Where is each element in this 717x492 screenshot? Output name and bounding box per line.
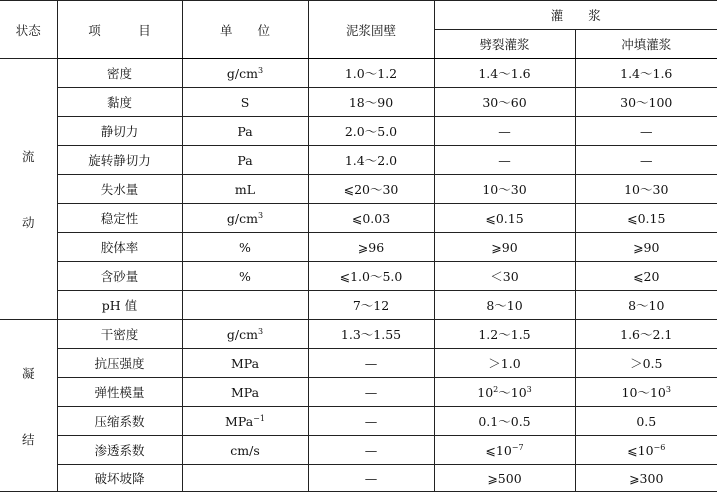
cell-split: 1.2～1.5: [434, 320, 575, 349]
cell-fill: $10\sim 10^3$: [575, 378, 717, 407]
cell-item: 静切力: [57, 117, 182, 146]
cell-split: ＜30: [434, 262, 575, 291]
cell-fill: ⩽20: [575, 262, 717, 291]
cell-split: —: [434, 117, 575, 146]
cell-fill: 1.6～2.1: [575, 320, 717, 349]
cell-mud-wall: 1.3～1.55: [308, 320, 434, 349]
cell-split: $10^2\sim 10^3$: [434, 378, 575, 407]
header-unit: 单 位: [182, 1, 308, 59]
table-row: [0, 349, 717, 378]
cell-unit: S: [182, 88, 308, 117]
cell-split: 10～30: [434, 175, 575, 204]
cell-fill: 8～10: [575, 291, 717, 320]
cell-item: 抗压强度: [57, 349, 182, 378]
table-row: [0, 262, 717, 291]
cell-unit: $g/cm^3$: [182, 59, 308, 88]
cell-mud-wall: ⩽20～30: [308, 175, 434, 204]
cell-fill: 30～100: [575, 88, 717, 117]
cell-mud-wall: —: [308, 436, 434, 465]
cell-mud-wall: —: [308, 349, 434, 378]
cell-split: ⩽0.15: [434, 204, 575, 233]
cell-split: 1.4～1.6: [434, 59, 575, 88]
cell-item: 胶体率: [57, 233, 182, 262]
cell-item: 压缩系数: [57, 407, 182, 436]
cell-item: 密度: [57, 59, 182, 88]
cell-fill: ⩾300: [575, 465, 717, 492]
cell-mud-wall: ⩾96: [308, 233, 434, 262]
table-row: [0, 436, 717, 465]
table-row: [0, 465, 717, 492]
cell-mud-wall: ⩽0.03: [308, 204, 434, 233]
header-state: 状态: [0, 1, 57, 59]
cell-fill: ＞0.5: [575, 349, 717, 378]
cell-unit: $g/cm^3$: [182, 204, 308, 233]
cell-unit: %: [182, 233, 308, 262]
table-row: [0, 117, 717, 146]
cell-mud-wall: 2.0～5.0: [308, 117, 434, 146]
cell-item: 稳定性: [57, 204, 182, 233]
cell-item: 渗透系数: [57, 436, 182, 465]
cell-mud-wall: —: [308, 407, 434, 436]
cell-fill: 10～30: [575, 175, 717, 204]
cell-fill: —: [575, 117, 717, 146]
table-row: [0, 407, 717, 436]
header-item: 项 目: [57, 1, 182, 59]
cell-split: ⩾90: [434, 233, 575, 262]
table-row: [0, 204, 717, 233]
cell-unit: mL: [182, 175, 308, 204]
cell-unit: Pa: [182, 117, 308, 146]
table-row: [0, 378, 717, 407]
cell-mud-wall: 18～90: [308, 88, 434, 117]
table-row: [0, 320, 717, 349]
cell-item: 黏度: [57, 88, 182, 117]
cell-split: ＞1.0: [434, 349, 575, 378]
table-row: [0, 175, 717, 204]
cell-split: 30～60: [434, 88, 575, 117]
table-row: [0, 291, 717, 320]
table-row: [0, 59, 717, 88]
cell-item: 破坏坡降: [57, 465, 182, 492]
cell-unit: %: [182, 262, 308, 291]
cell-split: 0.1～0.5: [434, 407, 575, 436]
state-cell-solid: 凝 结: [0, 320, 57, 492]
header-mud-wall: 泥浆固壁: [308, 1, 434, 59]
cell-mud-wall: —: [308, 378, 434, 407]
table-row: [0, 88, 717, 117]
cell-fill: 0.5: [575, 407, 717, 436]
cell-split: 8～10: [434, 291, 575, 320]
table-row: [0, 146, 717, 175]
cell-unit: MPa: [182, 378, 308, 407]
cell-mud-wall: 1.0～1.2: [308, 59, 434, 88]
header-grouting: 灌 浆: [434, 1, 717, 30]
state-cell-flow: 流 动: [0, 59, 57, 320]
cell-split: —: [434, 146, 575, 175]
cell-unit: MPa: [182, 349, 308, 378]
cell-fill: —: [575, 146, 717, 175]
cell-split: ⩾500: [434, 465, 575, 492]
cell-item: 干密度: [57, 320, 182, 349]
cell-unit: $g/cm^3$: [182, 320, 308, 349]
cell-item: pH 值: [57, 291, 182, 320]
cell-item: 失水量: [57, 175, 182, 204]
cell-item: 旋转静切力: [57, 146, 182, 175]
cell-mud-wall: ⩽1.0～5.0: [308, 262, 434, 291]
cell-unit: MPa$^{-1}$: [182, 407, 308, 436]
header-row-1: [0, 1, 717, 30]
cell-fill: $⩽10^{-6}$: [575, 436, 717, 465]
cell-unit: [182, 465, 308, 492]
cell-item: 弹性模量: [57, 378, 182, 407]
header-fill-grouting: 冲填灌浆: [575, 30, 717, 59]
cell-fill: 1.4～1.6: [575, 59, 717, 88]
cell-mud-wall: 7～12: [308, 291, 434, 320]
cell-split: $⩽10^{-7}$: [434, 436, 575, 465]
cell-fill: ⩾90: [575, 233, 717, 262]
cell-item: 含砂量: [57, 262, 182, 291]
cell-mud-wall: 1.4～2.0: [308, 146, 434, 175]
cell-unit: Pa: [182, 146, 308, 175]
cell-fill: ⩽0.15: [575, 204, 717, 233]
cell-unit: [182, 291, 308, 320]
table-row: [0, 233, 717, 262]
cell-unit: cm/s: [182, 436, 308, 465]
cell-mud-wall: —: [308, 465, 434, 492]
header-split-grouting: 劈裂灌浆: [434, 30, 575, 59]
